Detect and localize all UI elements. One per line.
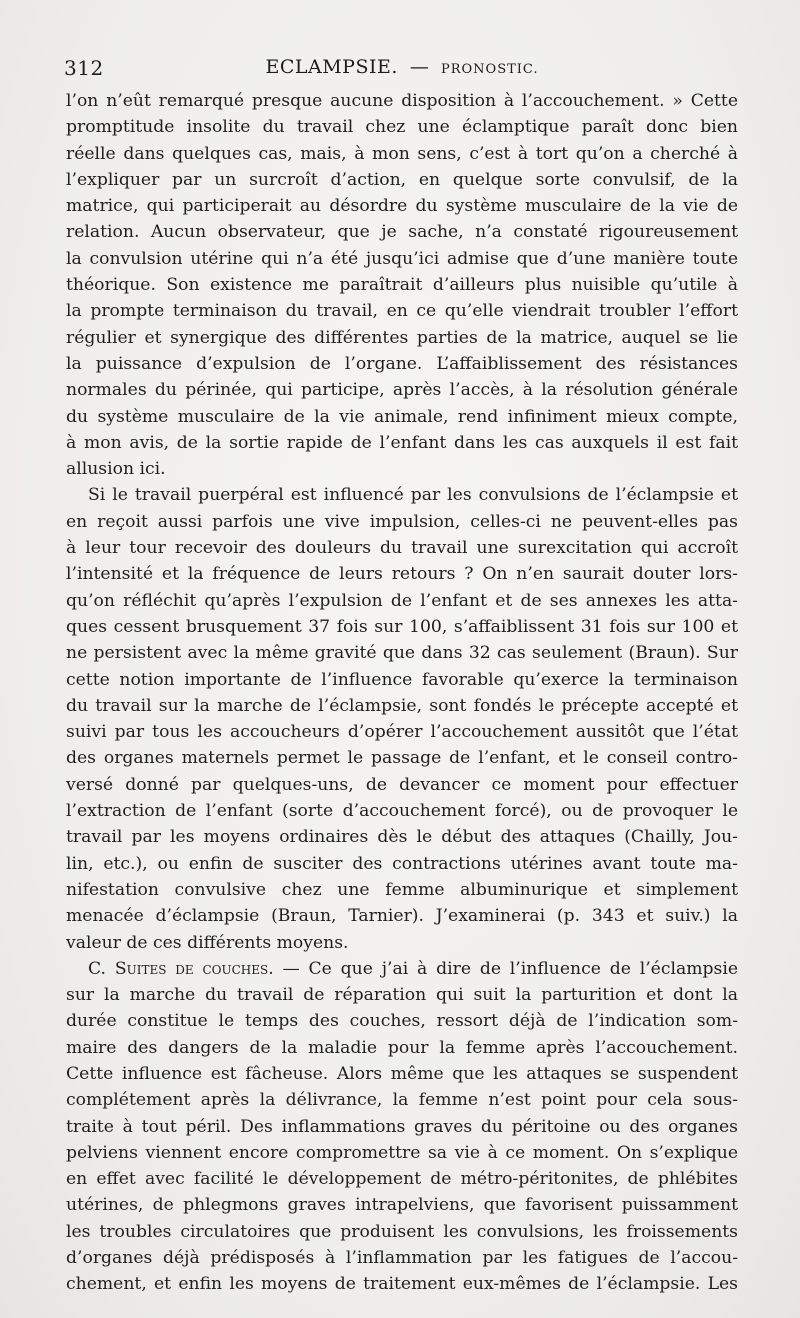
text-line: du travail sur la marche de l’éclampsie, sont fondés le précepte accepté et: [66, 695, 738, 716]
text-line: chement, et enfin les moyens de traitement eux-mêmes de l’éclampsie. Les: [66, 1274, 738, 1295]
page-number: 312: [64, 56, 104, 80]
text-line: matrice, qui participerait au désordre du système musculaire de la vie de: [66, 196, 738, 217]
text-line: complétement après la délivrance, la femme n’est point pour cela sous-: [66, 1090, 738, 1111]
text-line: régulier et synergique des différentes parties de la matrice, auquel se lie: [66, 327, 738, 348]
title-separator: —: [409, 56, 429, 78]
text-line: ne persistent avec la même gravité que dans 32 cas seulement (Braun). Sur: [66, 643, 738, 664]
text-line: d’organes déjà prédisposés à l’inflammation par les fatigues de l’accou-: [66, 1248, 738, 1269]
text-line: l’expliquer par un surcroît d’action, en quelque sorte convulsif, de la: [66, 169, 738, 190]
text-line: l’on n’eût remarqué presque aucune disposition à l’accouchement. » Cette: [66, 91, 738, 111]
section-heading: C. Suites de couches.: [88, 958, 274, 979]
text-line: ques cessent brusquement 37 fois sur 100, s’affaiblissent 31 fois sur 100 et: [66, 616, 738, 637]
text-line: normales du périnée, qui participe, après l’accès, à la résolution générale: [66, 380, 738, 401]
text-line: durée constitue le temps des couches, ressort déjà de l’indication som-: [66, 1011, 738, 1032]
text-fragment: — Ce que j’ai à dire de l’influence de l’éclampsie: [282, 958, 738, 979]
text-line: réelle dans quelques cas, mais, à mon sens, c’est à tort qu’on a cherché à: [66, 143, 738, 164]
chapter-title: ECLAMPSIE.: [265, 56, 398, 78]
text-line: qu’on réfléchit qu’après l’expulsion de l’enfant et de ses annexes les atta-: [66, 590, 738, 611]
text-line: des organes maternels permet le passage de l’enfant, et le conseil contro-: [66, 748, 738, 769]
text-line: travail par les moyens ordinaires dès le début des attaques (Chailly, Jou-: [66, 827, 738, 848]
section-title: PRONOSTIC.: [440, 62, 539, 77]
text-line: l’extraction de l’enfant (sorte d’accouchement forcé), ou de provoquer le: [66, 801, 738, 822]
text-line: à leur tour recevoir des douleurs du travail une surexcitation qui accroît: [66, 538, 738, 559]
text-line: maire des dangers de la maladie pour la femme après l’accouchement.: [66, 1037, 738, 1058]
text-line: la puissance d’expulsion de l’organe. L’affaiblissement des résistances: [66, 353, 738, 374]
text-line: Cette influence est fâcheuse. Alors même que les attaques se suspendent: [66, 1063, 738, 1084]
text-line: utérines, de phlegmons graves intrapelviens, que favorisent puissamment: [66, 1195, 738, 1216]
text-line: en effet avec facilité le développement de métro-péritonites, de phlébites: [66, 1169, 738, 1190]
text-line: l’intensité et la fréquence de leurs retours ? On n’en saurait douter lors-: [66, 564, 738, 585]
text-line: la convulsion utérine qui n’a été jusqu’ici admise que d’une manière toute: [66, 248, 738, 269]
running-title: [64, 56, 740, 78]
text-line: relation. Aucun observateur, que je sache, n’a constaté rigoureusement: [66, 222, 738, 243]
section-heading-line: [66, 956, 738, 982]
text-line: versé donné par quelques-uns, de devancer ce moment pour effectuer: [66, 774, 738, 795]
text-line: la prompte terminaison du travail, en ce qu’elle viendrait troubler l’effort: [66, 301, 738, 322]
text-line: pelviens viennent encore compromettre sa vie à ce moment. On s’explique: [66, 1142, 738, 1163]
text-line: valeur de ces différents moyens.: [66, 932, 349, 953]
running-head: [64, 56, 740, 84]
body-text: [66, 88, 738, 1298]
text-line: cette notion importante de l’influence favorable qu’exerce la terminaison: [66, 669, 738, 690]
text-line: du système musculaire de la vie animale, rend infiniment mieux compte,: [66, 406, 738, 427]
text-line: allusion ici.: [66, 459, 166, 480]
text-line: nifestation convulsive chez une femme albuminurique et simplement: [66, 879, 738, 900]
text-line: en reçoit aussi parfois une vive impulsion, celles-ci ne peuvent-elles pas: [66, 511, 738, 532]
text-line: menacée d’éclampsie (Braun, Tarnier). J’examinerai (p. 343 et suiv.) la: [66, 906, 738, 927]
text-line: à mon avis, de la sortie rapide de l’enfant dans les cas auxquels il est fait: [66, 432, 738, 453]
text-line: les troubles circulatoires que produisent les convulsions, les froissements: [66, 1221, 738, 1242]
text-line: suivi par tous les accoucheurs d’opérer l’accouchement aussitôt que l’état: [66, 722, 738, 743]
text-line: Si le travail puerpéral est influencé par les convulsions de l’éclampsie et: [88, 485, 738, 506]
text-line: lin, etc.), ou enfin de susciter des contractions utérines avant toute ma-: [66, 853, 738, 874]
text-line: théorique. Son existence me paraîtrait d’ailleurs plus nuisible qu’utile à: [66, 275, 738, 296]
text-line: promptitude insolite du travail chez une éclamptique paraît donc bien: [66, 117, 738, 138]
text-line: sur la marche du travail de réparation qui suit la parturition et dont la: [66, 985, 738, 1006]
text-line: traite à tout péril. Des inflammations graves du péritoine ou des organes: [66, 1116, 738, 1137]
